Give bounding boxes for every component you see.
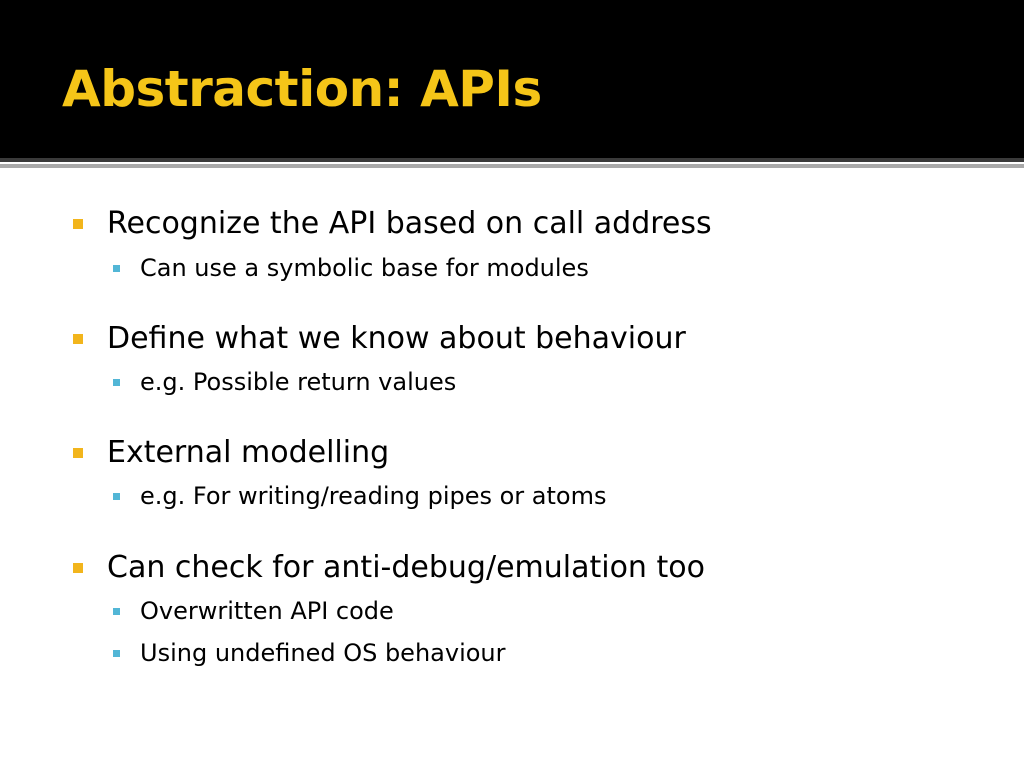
small-square-bullet-icon <box>113 379 120 386</box>
small-square-bullet-icon <box>113 650 120 657</box>
sub-bullet-text: e.g. For writing/reading pipes or atoms <box>140 482 607 510</box>
small-square-bullet-icon <box>113 493 120 500</box>
bullet-text: Can check for anti-debug/emulation too <box>107 550 705 585</box>
slide-title: Abstraction: APIs <box>62 60 542 118</box>
bullet-text: Recognize the API based on call address <box>107 206 712 241</box>
small-square-bullet-icon <box>113 608 120 615</box>
square-bullet-icon <box>73 334 83 344</box>
square-bullet-icon <box>73 448 83 458</box>
sub-bullet-text: e.g. Possible return values <box>140 368 457 396</box>
small-square-bullet-icon <box>113 265 120 272</box>
square-bullet-icon <box>73 563 83 573</box>
bullet-text: External modelling <box>107 435 390 470</box>
square-bullet-icon <box>73 219 83 229</box>
bullet-text: Define what we know about behaviour <box>107 321 686 356</box>
sub-bullet-text: Overwritten API code <box>140 597 394 625</box>
sub-bullet-text: Can use a symbolic base for modules <box>140 254 589 282</box>
sub-bullet-text: Using undefined OS behaviour <box>140 639 506 667</box>
